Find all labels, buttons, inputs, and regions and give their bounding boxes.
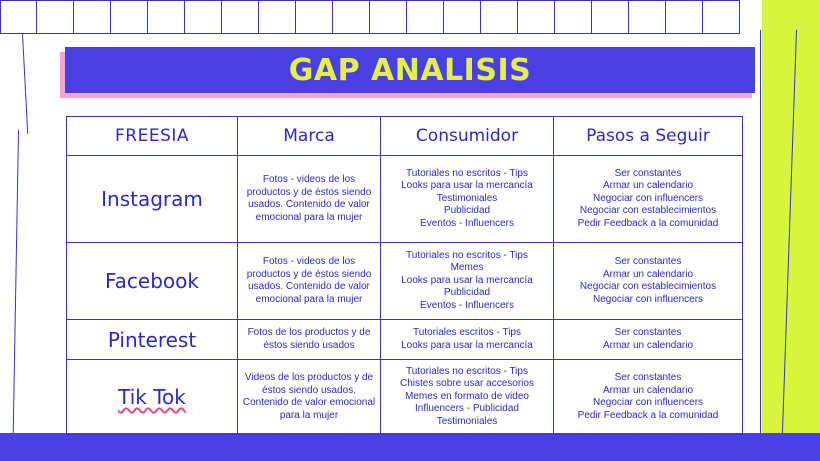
list-item: Eventos - Influencers	[420, 217, 514, 229]
table-row	[67, 360, 743, 435]
list-item: Looks para usar la mercancía	[401, 274, 533, 286]
list-item: Ser constantes	[614, 327, 682, 338]
column-header-consumidor: Consumidor	[381, 117, 554, 156]
grid-cell	[444, 0, 481, 34]
list-item: Pedir Feedback a la comunidad	[577, 409, 719, 421]
left-decor-line	[22, 34, 28, 134]
row-header-instagram: Instagram	[67, 156, 238, 243]
list-item: Tutoriales escritos - Tips	[413, 327, 521, 338]
list-item: Negociar con influencers	[592, 192, 704, 204]
brand-label: FREESIA	[67, 117, 238, 156]
row-header-tiktok-label: Tik Tok	[118, 385, 186, 409]
cell-marca: Videos de los productos y de éstos siendo usados. Contenido de valor emocional para la mujer	[238, 360, 381, 435]
list-item: Negociar con establecimientos	[579, 205, 717, 217]
list-item: Influencers - Publicidad	[415, 403, 519, 415]
list-item: Looks para usar la mercancía	[401, 180, 533, 192]
list-item: Negociar con influencers	[592, 397, 704, 408]
grid-cell	[148, 0, 185, 34]
list-item: Pedir Feedback a la comunidad	[577, 217, 719, 229]
list-item: Testimoniales	[436, 192, 498, 204]
grid-cell	[407, 0, 444, 34]
cell-marca: Fotos - videos de los productos y de éstos siendo usados. Contenido de valor emocional para la mujer	[238, 243, 381, 320]
list-item: Armar un calendario	[602, 268, 694, 280]
cell-consumidor	[381, 320, 554, 360]
list-item: Looks para usar la mercancía	[401, 339, 533, 351]
grid-cell	[185, 0, 222, 34]
row-header-tiktok	[67, 360, 238, 435]
cell-pasos	[554, 243, 743, 320]
row-header-pinterest: Pinterest	[67, 320, 238, 360]
list-item: Ser constantes	[614, 256, 682, 267]
cell-pasos	[554, 320, 743, 360]
list-item: Tutoriales no escritos - Tips	[406, 167, 528, 179]
bottom-bar	[0, 433, 820, 461]
table-row	[67, 243, 743, 320]
grid-cell	[333, 0, 370, 34]
lime-side-band	[762, 0, 820, 461]
gap-analysis-table	[66, 116, 743, 435]
table-row	[67, 320, 743, 360]
list-item: Publicidad	[443, 205, 491, 217]
cell-pasos	[554, 156, 743, 243]
list-item: Ser constantes	[614, 167, 682, 179]
table-header-row	[67, 117, 743, 156]
list-item: Armar un calendario	[602, 180, 694, 192]
grid-cell	[555, 0, 592, 34]
grid-cell	[37, 0, 74, 34]
list-item: Memes	[450, 262, 484, 274]
cell-marca: Fotos de los productos y de éstos siendo usados	[238, 320, 381, 360]
left-decor-line-long	[13, 130, 19, 440]
grid-cell	[666, 0, 703, 34]
grid-cell	[296, 0, 333, 34]
cell-marca: Fotos - videos de los productos y de éstos siendo usados. Contenido de valor emocional para la mujer	[238, 156, 381, 243]
top-grid-strip	[0, 0, 760, 36]
cell-pasos	[554, 360, 743, 435]
list-item: Negociar con establecimientos	[579, 281, 717, 292]
column-header-marca: Marca	[238, 117, 381, 156]
list-item: Testimoniales	[436, 415, 498, 427]
grid-cell	[259, 0, 296, 34]
grid-cell	[74, 0, 111, 34]
page-title: GAP ANALISIS	[288, 52, 532, 88]
list-item: Chistes sobre usar accesorios	[400, 378, 534, 390]
list-item: Ser constantes	[614, 372, 682, 383]
grid-cell	[518, 0, 555, 34]
grid-cell	[0, 0, 37, 34]
title-banner	[65, 47, 755, 93]
list-item: Armar un calendario	[602, 384, 694, 396]
grid-cell	[481, 0, 518, 34]
list-item: Tutoriales no escritos - Tips	[406, 249, 528, 261]
list-item: Armar un calendario	[602, 339, 694, 351]
grid-cell	[111, 0, 148, 34]
list-item: Negociar con influencers	[592, 293, 704, 305]
right-decor-line	[760, 30, 761, 435]
grid-cell	[222, 0, 259, 34]
table-row	[67, 156, 743, 243]
column-header-pasos: Pasos a Seguir	[554, 117, 743, 156]
cell-consumidor	[381, 156, 554, 243]
grid-cell	[592, 0, 629, 34]
list-item: Tutoriales no escritos - Tips	[406, 365, 528, 377]
row-header-facebook: Facebook	[67, 243, 238, 320]
cell-consumidor	[381, 360, 554, 435]
list-item: Publicidad	[443, 287, 491, 299]
list-item: Eventos - Influencers	[420, 299, 514, 311]
grid-cell	[629, 0, 666, 34]
list-item: Memes en formato de video	[405, 390, 529, 402]
cell-consumidor	[381, 243, 554, 320]
grid-cell	[703, 0, 740, 34]
grid-cell	[370, 0, 407, 34]
